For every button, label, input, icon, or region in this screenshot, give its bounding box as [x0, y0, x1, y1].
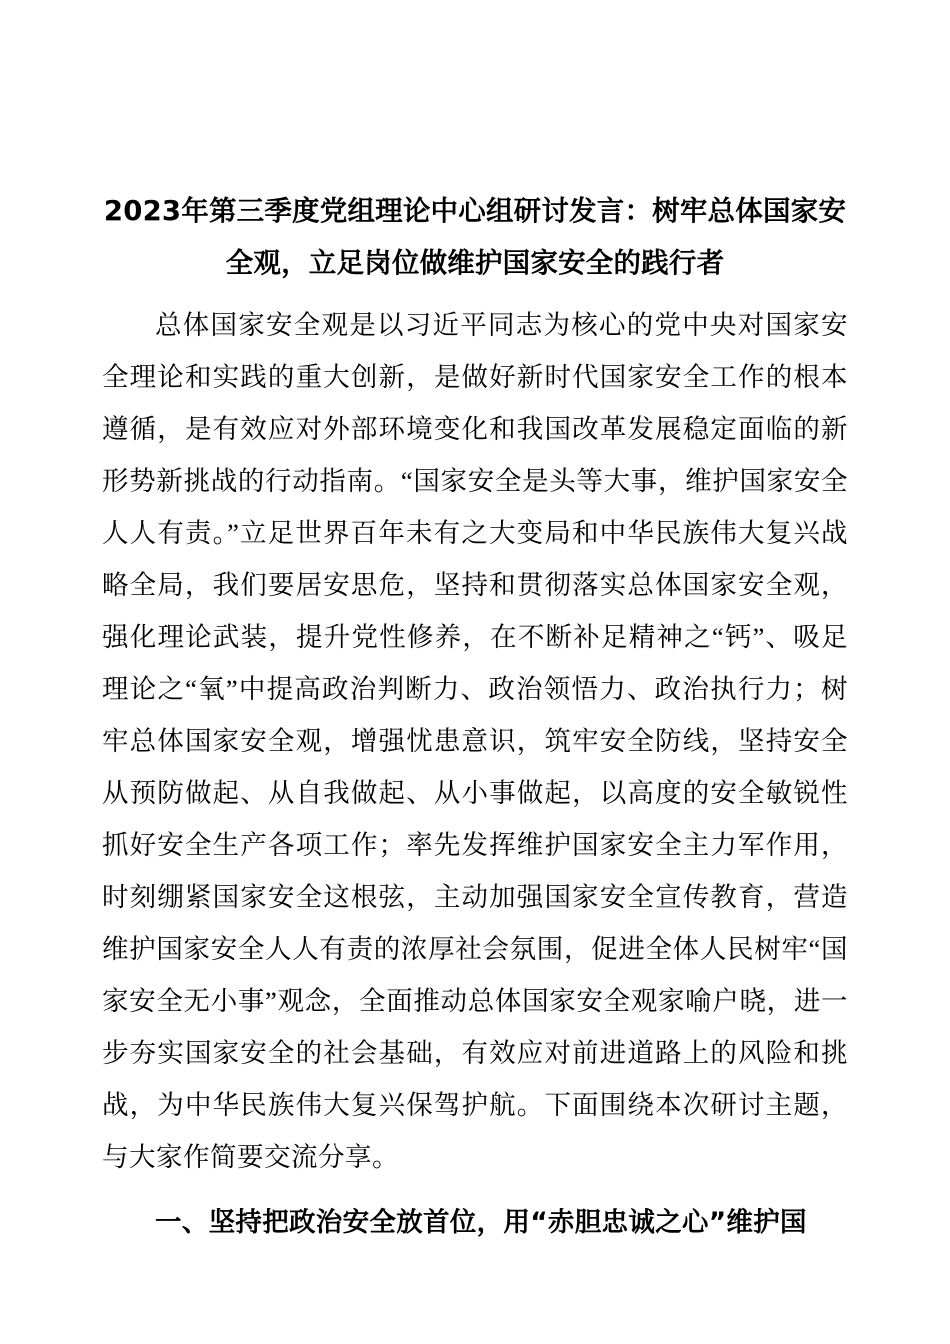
page-title: 2023年第三季度党组理论中心组研讨发言：树牢总体国家安全观，立足岗位做维护国家安全的践行者: [103, 195, 847, 279]
section-heading: 一、坚持把政治安全放首位，用“赤胆忠诚之心”维护国: [155, 1207, 807, 1238]
body-paragraph: 总体国家安全观是以习近平同志为核心的党中央对国家安全理论和实践的重大创新，是做好新时代国家安全工作的根本遵循，是有效应对外部环境变化和我国改革发展稳定面临的新形势新挑战的行动指南。“国家安全是头等大事，维护国家安全人人有责。”立足世界百年未有之大变局和中华民族伟大复兴战略全局，我们要居安思危，坚持和贯彻落实总体国家安全观，强化理论武装，提升党性修养，在不断补足精神之“钙”、吸足理论之“氧”中提高政治判断力、政治领悟力、政治执行力；树牢总体国家安全观，增强忧患意识，筑牢安全防线，坚持安全从预防做起、从自我做起、从小事做起，以高度的安全敏锐性抓好安全生产各项工作；率先发挥维护国家安全主力军作用，时刻绷紧国家安全这根弦，主动加强国家安全宣传教育，营造维护国家安全人人有责的浓厚社会氛围，促进全体人民树牢“国家安全无小事”观念，全面推动总体国家安全观家喻户晓，进一步夯实国家安全的社会基础，有效应对前进道路上的风险和挑战，为中华民族伟大复兴保驾护航。下面围绕本次研讨主题，与大家作简要交流分享。: [102, 310, 848, 1172]
